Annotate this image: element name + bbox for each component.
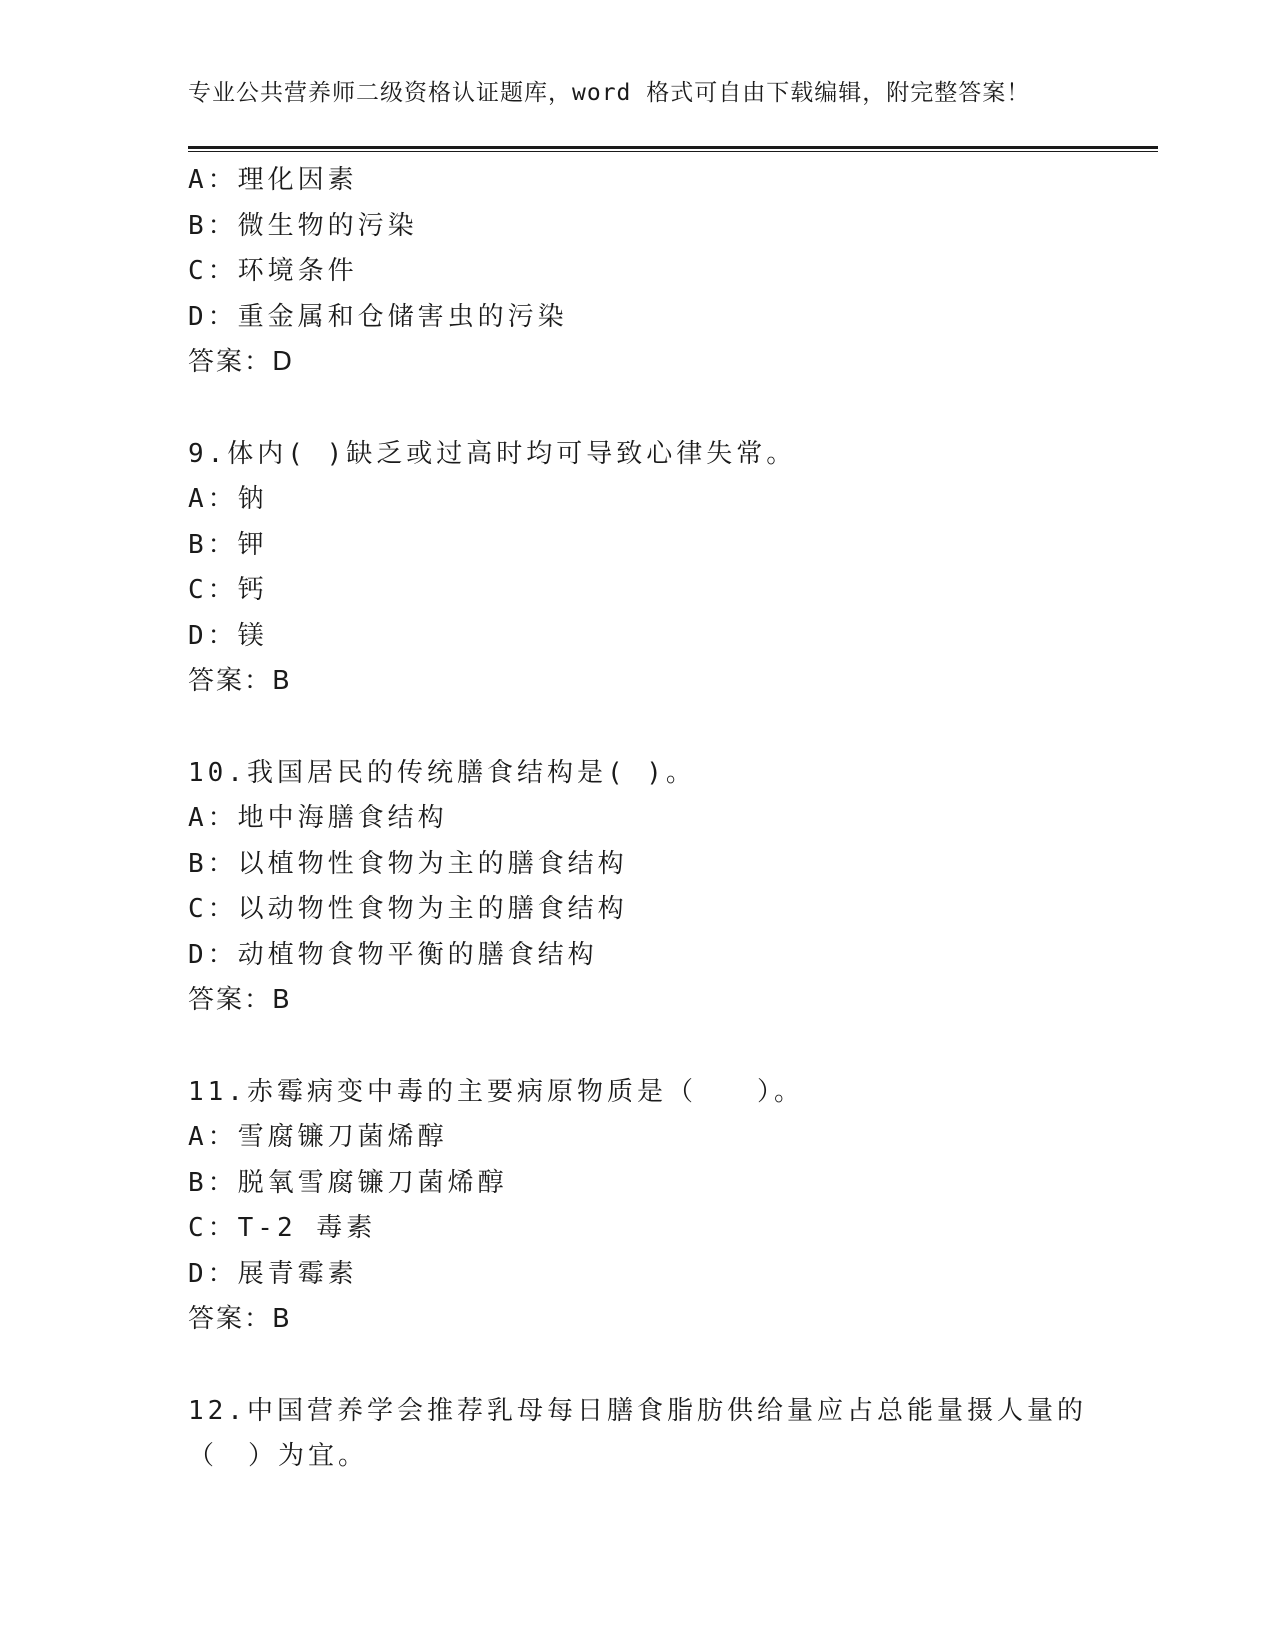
option-d: D：重金属和仓储害虫的污染 [188,301,568,332]
option-d: D：动植物食物平衡的膳食结构 [188,939,598,970]
answer: 答案：B [188,666,292,696]
question-12 [188,1389,1088,1479]
option-a: A：理化因素 [188,165,358,195]
option-c: C：环境条件 [188,256,358,286]
question-text: 11.赤霉病变中毒的主要病原物质是（ ）。 [188,1076,804,1107]
question-text: 10.我国居民的传统膳食结构是( )。 [188,757,696,788]
question-text: 12.中国营养学会推荐乳母每日膳食脂肪供给量应占总能量摄人量的（ ）为宜。 [188,1395,1087,1471]
option-a: A：钠 [188,484,268,514]
option-a: A：雪腐镰刀菌烯醇 [188,1122,448,1152]
answer: 答案：D [188,347,295,377]
option-b: B：以植物性食物为主的膳食结构 [188,848,628,879]
question-9 [188,432,1088,705]
answer: 答案：B [188,1304,292,1334]
option-b: B：钾 [188,529,268,560]
option-a: A：地中海膳食结构 [188,803,448,833]
answer: 答案：B [188,985,292,1015]
option-d: D：镁 [188,620,268,651]
question-list [188,158,1088,1479]
prev-question-block [188,158,1088,386]
question-10 [188,751,1088,1024]
option-c: C：以动物性食物为主的膳食结构 [188,894,628,924]
header-divider [188,146,1158,152]
option-b: B：微生物的污染 [188,210,418,241]
page-header: 专业公共营养师二级资格认证题库，word 格式可自由下载编辑，附完整答案！ [188,80,1031,106]
option-b: B：脱氧雪腐镰刀菌烯醇 [188,1167,508,1198]
option-d: D：展青霉素 [188,1258,358,1289]
question-11 [188,1070,1088,1343]
option-c: C：钙 [188,575,268,605]
option-c: C：T-2 毒素 [188,1213,377,1243]
question-text: 9.体内( )缺乏或过高时均可导致心律失常。 [188,438,797,469]
